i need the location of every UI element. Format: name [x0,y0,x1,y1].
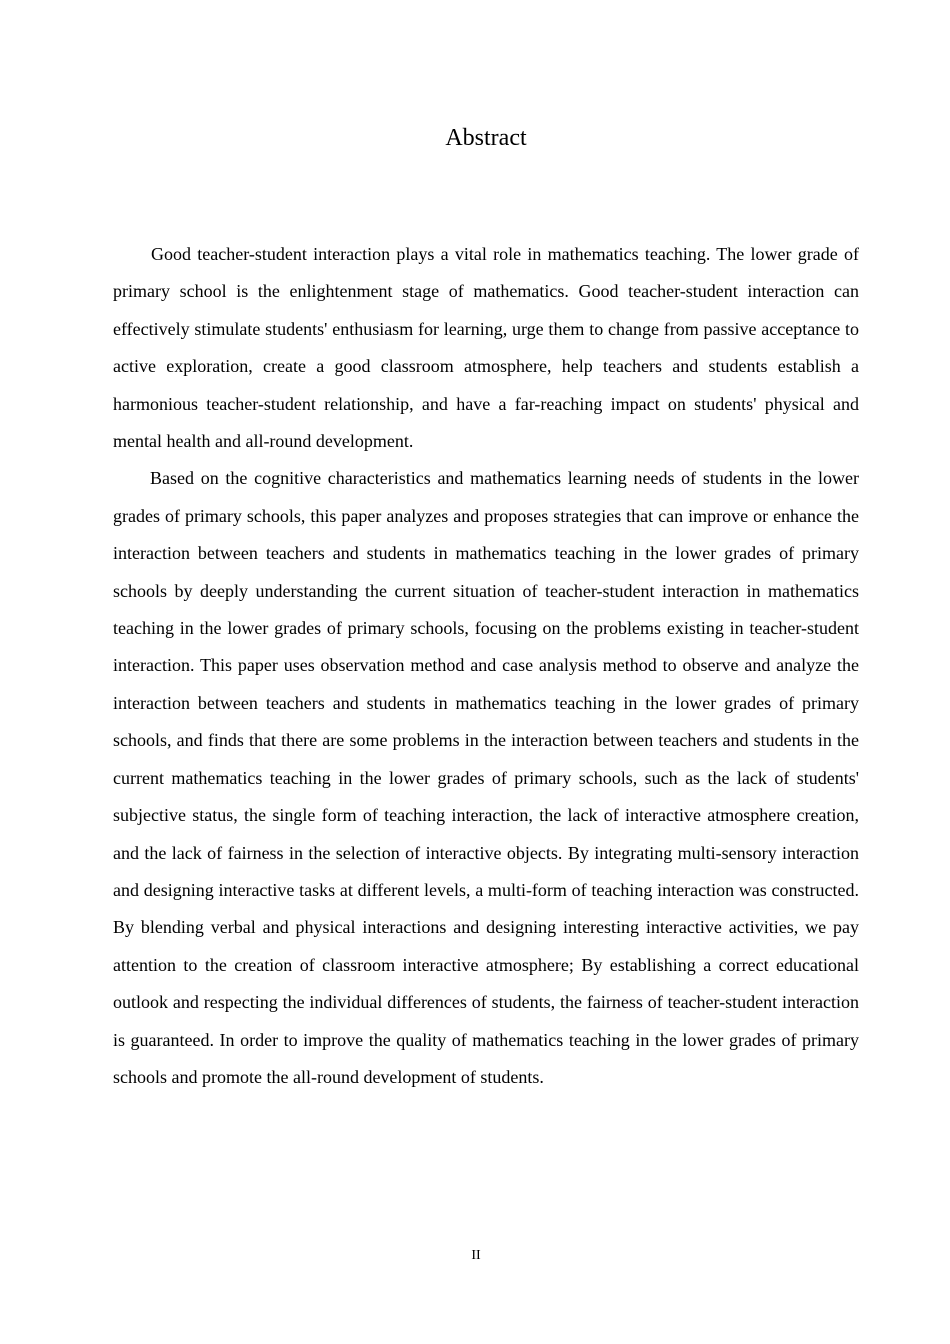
abstract-body [113,236,859,1096]
abstract-paragraph-2: Based on the cognitive characteristics and mathematics learning needs of students in the lower grades of primary schools, this paper analyzes and proposes strategies that can improve or enhance the interaction between teachers and students in mathematics teaching in the lower grades of primary schools by deeply understanding the current situation of teacher-student interaction in mathematics teaching in the lower grades of primary schools, focusing on the problems existing in teacher-student interaction. This paper uses observation method and case analysis method to observe and analyze the interaction between teachers and students in mathematics teaching in the lower grades of primary schools, and finds that there are some problems in the interaction between teachers and students in the current mathematics teaching in the lower grades of primary schools, such as the lack of students' subjective status, the single form of teaching interaction, the lack of interactive atmosphere creation, and the lack of fairness in the selection of interactive objects. By integrating multi-sensory interaction and designing interactive tasks at different levels, a multi-form of teaching interaction was constructed. By blending verbal and physical interactions and designing interesting interactive activities, we pay attention to the creation of classroom interactive atmosphere; By establishing a correct educational outlook and respecting the individual differences of students, the fairness of teacher-student interaction is guaranteed. In order to improve the quality of mathematics teaching in the lower grades of primary schools and promote the all-round development of students. [113,468,859,1087]
page-number: II [471,1248,481,1263]
abstract-title: Abstract [445,125,527,151]
abstract-paragraph-1: Good teacher-student interaction plays a vital role in mathematics teaching. The lower grade of primary school is the enlightenment stage of mathematics. Good teacher-student interaction can effectively stimulate students' enthusiasm for learning, urge them to change from passive acceptance to active exploration, create a good classroom atmosphere, help teachers and students establish a harmonious teacher-student relationship, and have a far-reaching impact on students' physical and mental health and all-round development. [113,244,859,452]
